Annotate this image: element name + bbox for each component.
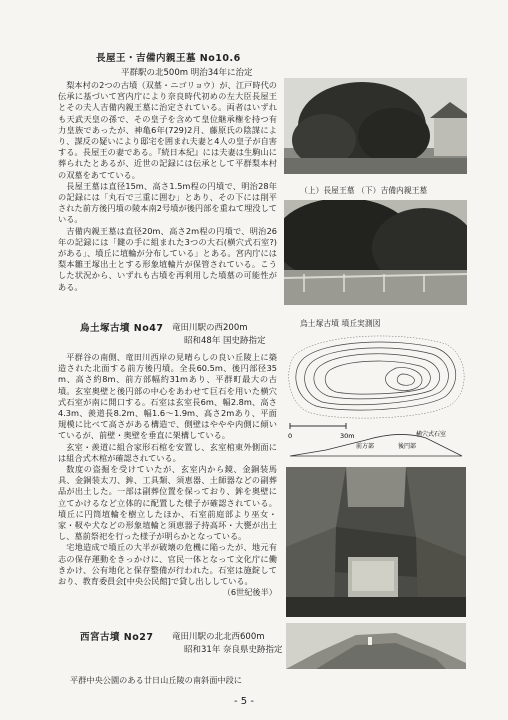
page-number: - 5 - [234,696,254,707]
stone-chamber-photo [286,467,466,617]
section1-subtitle: 平群駅の北500m 明治34年に治定 [121,68,253,78]
section3-subtitle-line2: 昭和31年 奈良県史跡指定 [184,645,283,655]
rear-label: 後円部 [398,443,417,450]
chamber-label: 横穴式石室 [416,431,447,438]
section1-body [58,80,277,293]
era-note: （6世紀後半） [222,587,277,598]
paragraph: 吉備内親王墓は直径20m、高さ2m程の円墳で、明治26年の記録には「鍵の手に組まれた3つの大石(横穴式石室?)がある」、墳丘に埴輪が分布している」とある。宮内庁には梨本雛王塚出土とする形象埴輪片が保管されている。こうした状況から、いずれも古墳を再利用した墳墓の可能性がある。 [58,225,277,292]
section3-title: 西宮古墳 No27 [80,632,154,643]
paragraph: 平群谷の南側、竜田川西岸の見晴らしの良い丘陵上に築造された北面する前方後円墳。全長60.5m、後円部径35m、高さ約8m、前方部幅約31mあり、平群町最大の古墳。玄室奥壁と後円部の中心をあわせて巨石を用いた横穴式石室が南に開口する。石室は玄室長6m、幅2.8m、高さ4.3m、羨道長8.2m、幅1.6〜1.9m、高さ2mあり、平面規模に比べて高さがある構造で、側壁はややや内側に傾いているが、前壁・奥壁を垂直に架構している。 [58,352,277,441]
section2-body [58,352,277,598]
paragraph: 宅地造成で墳丘の大半が破壊の危機に陥ったが、地元有志の保存運動をきっかけに、官民一体となって文化庁に働きかけ、公有地化と保存整備が行われた。石室は施錠しており、教育委員会[中央公民館]で貸し出ししている。 [58,542,277,587]
mound-survey-plan [286,330,466,462]
kibi-tomb-photo-drawing [284,200,467,305]
nagaya-tomb-photo-drawing [284,78,467,174]
nishimiya-tomb-photo-drawing [286,623,466,669]
section3-text: 平群中央公園のある廿日山丘陵の南斜面中段に [70,675,242,685]
photo-caption: （上）長屋王墓 （下）吉備内親王墓 [300,186,428,195]
nishimiya-tomb-photo [286,623,466,669]
scale-zero: 0 [288,432,293,440]
section1-title: 長屋王・吉備内親王墓 No10.6 [96,53,241,64]
kibi-tomb-photo [284,200,467,305]
nagaya-tomb-photo [284,78,467,174]
section2-subtitle-line1: 竜田川駅の西200m [172,323,248,333]
stone-chamber-photo-drawing [286,467,466,617]
mound-survey-plan-drawing [286,330,466,462]
paragraph: 玄室・羨道に組合家形石棺を安置し、玄室棺東外側面には組合式木棺が確認されている。 [58,441,277,463]
paragraph: 数度の盗掘を受けていたが、玄室内から鏡、金銅装馬具、金銅装太刀、鉾、工具類、須恵器、土師器などの副葬品が出土した。一部は副葬位置を保っており、鉾を奥壁に立てかけるなど立体的に配置した様子が確認されている。墳丘に円筒埴輪を樹立したほか、石室前庭部より巫女・家・靫や犬などの形象埴輪と須恵器子持高坏・大甕が出土し、墓前祭祀を行った様子が明らかとなっている。 [58,464,277,542]
paragraph: 梨本村の2つの古墳（双墓・ニゴリョウ）が、江戸時代の伝承に基づいて宮内庁により奈良時代初めの左大臣長屋王とその夫人吉備内親王墓に治定されている。両者はいずれも天武天皇の孫で、その皇子を含めて皇位継承権を持つ有力皇族であったが、神亀6年(729)2月、藤原氏の陰謀により、謀反の疑いにより邸宅を囲まれ夫妻と4人の皇子が自害する。長屋王の妻である。『続日本紀』には夫妻は生駒山に葬られたとあるが、近世の記録には伝承として平群梨本村の双墓をあてている。 [58,80,277,180]
section2-title: 烏土塚古墳 No47 [80,323,164,334]
paragraph: 長屋王墓は直径15m、高さ1.5m程の円墳で、明治28年の記録には「丸石で三重に囲む」とあり、その下には削平された前方後円墳の陵本南2号墳が後円部を重ねて埋没している。 [58,180,277,225]
scale-thirty: 30m [340,432,355,440]
section3-subtitle-line1: 竜田川駅の北北西600m [172,632,265,642]
section2-subtitle-line2: 昭和48年 国史跡指定 [184,336,266,346]
front-label: 前方部 [356,443,375,450]
plan-title: 烏土塚古墳 墳丘実測図 [300,319,381,328]
